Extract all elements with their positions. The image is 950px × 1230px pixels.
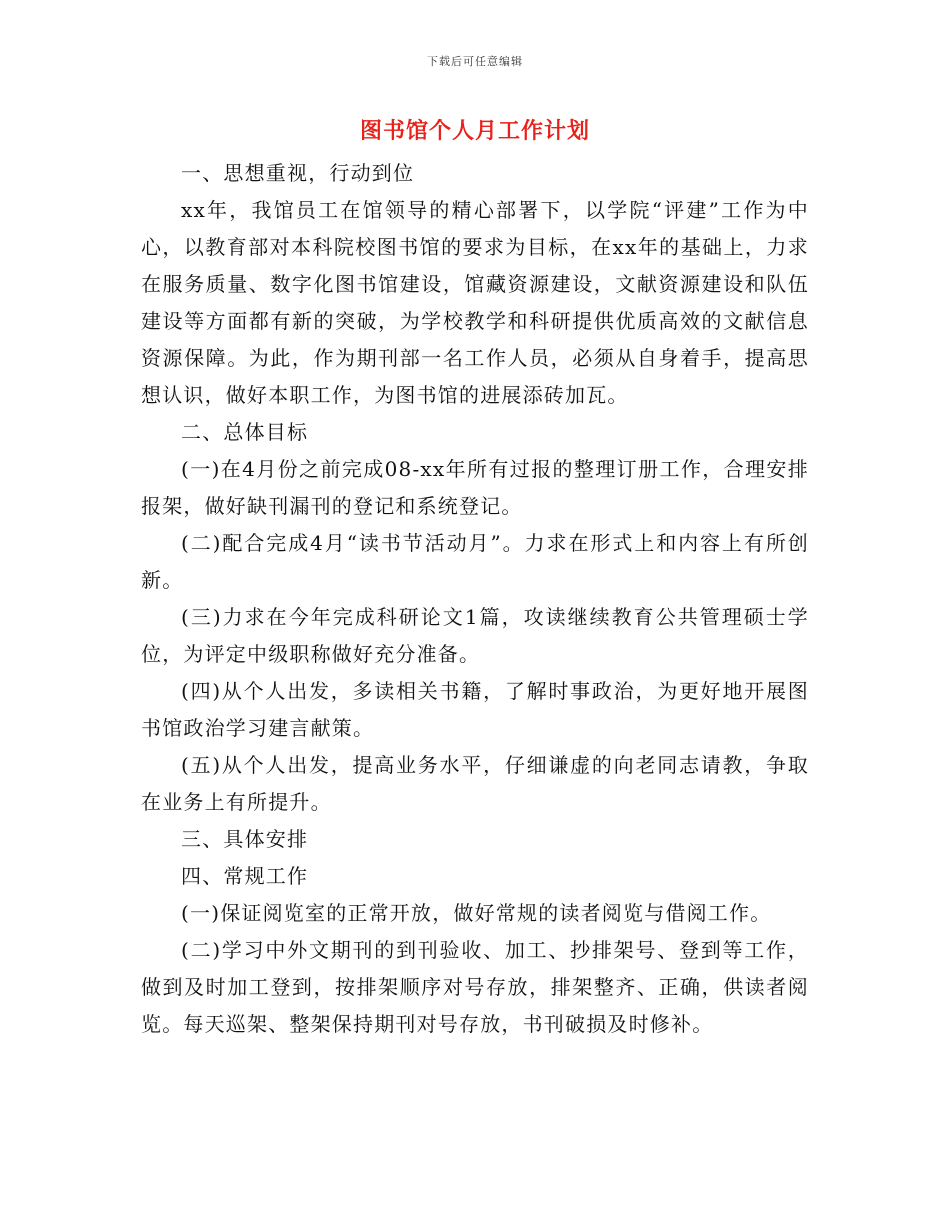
paragraph-goal-5: (五)从个人出发，提高业务水平，仔细谦虚的向老同志请教，争取在业务上有所提升。 [141, 753, 809, 814]
paragraph-routine-1: (一)保证阅览室的正常开放，做好常规的读者阅览与借阅工作。 [181, 901, 772, 925]
document-title: 图书馆个人月工作计划 [359, 118, 590, 144]
paragraph-goal-4: (四)从个人出发，多读相关书籍，了解时事政治，为更好地开展图书馆政治学习建言献策。 [141, 679, 809, 740]
paragraph-goal-2: (二)配合完成4月“读书节活动月”。力求在形式上和内容上有所创新。 [141, 531, 809, 592]
heading-section-1: 一、思想重视，行动到位 [181, 161, 415, 185]
paragraph-intro: xx年，我馆员工在馆领导的精心部署下，以学院“评建”工作为中心，以教育部对本科院校图书馆的要求为目标，在xx年的基础上，力求在服务质量、数字化图书馆建设，馆藏资源建设，文献资源建设和队伍建设等方面都有新的突破，为学校教学和科研提供优质高效的文献信息资源保障。为此，作为期刊部一名工作人员，必须从自身着手，提高思想认识，做好本职工作，为图书馆的进展添砖加瓦。 [141, 198, 809, 407]
heading-section-4: 四、常规工作 [181, 864, 309, 888]
heading-section-3: 三、具体安排 [181, 827, 309, 851]
paragraph-goal-1: (一)在4月份之前完成08-xx年所有过报的整理订册工作，合理安排报架，做好缺刊漏刊的登记和系统登记。 [141, 457, 809, 518]
paragraph-routine-2: (二)学习中外文期刊的到刊验收、加工、抄排架号、登到等工作，做到及时加工登到，按排架顺序对号存放，排架整齐、正确，供读者阅览。每天巡架、整架保持期刊对号存放，书刊破损及时修补。 [141, 938, 809, 1036]
paragraph-goal-3: (三)力求在今年完成科研论文1篇，攻读继续教育公共管理硕士学位，为评定中级职称做好充分准备。 [141, 605, 809, 666]
header-note: 下载后可任意编辑 [427, 55, 523, 68]
heading-section-2: 二、总体目标 [181, 420, 309, 444]
document-body [141, 155, 809, 1043]
